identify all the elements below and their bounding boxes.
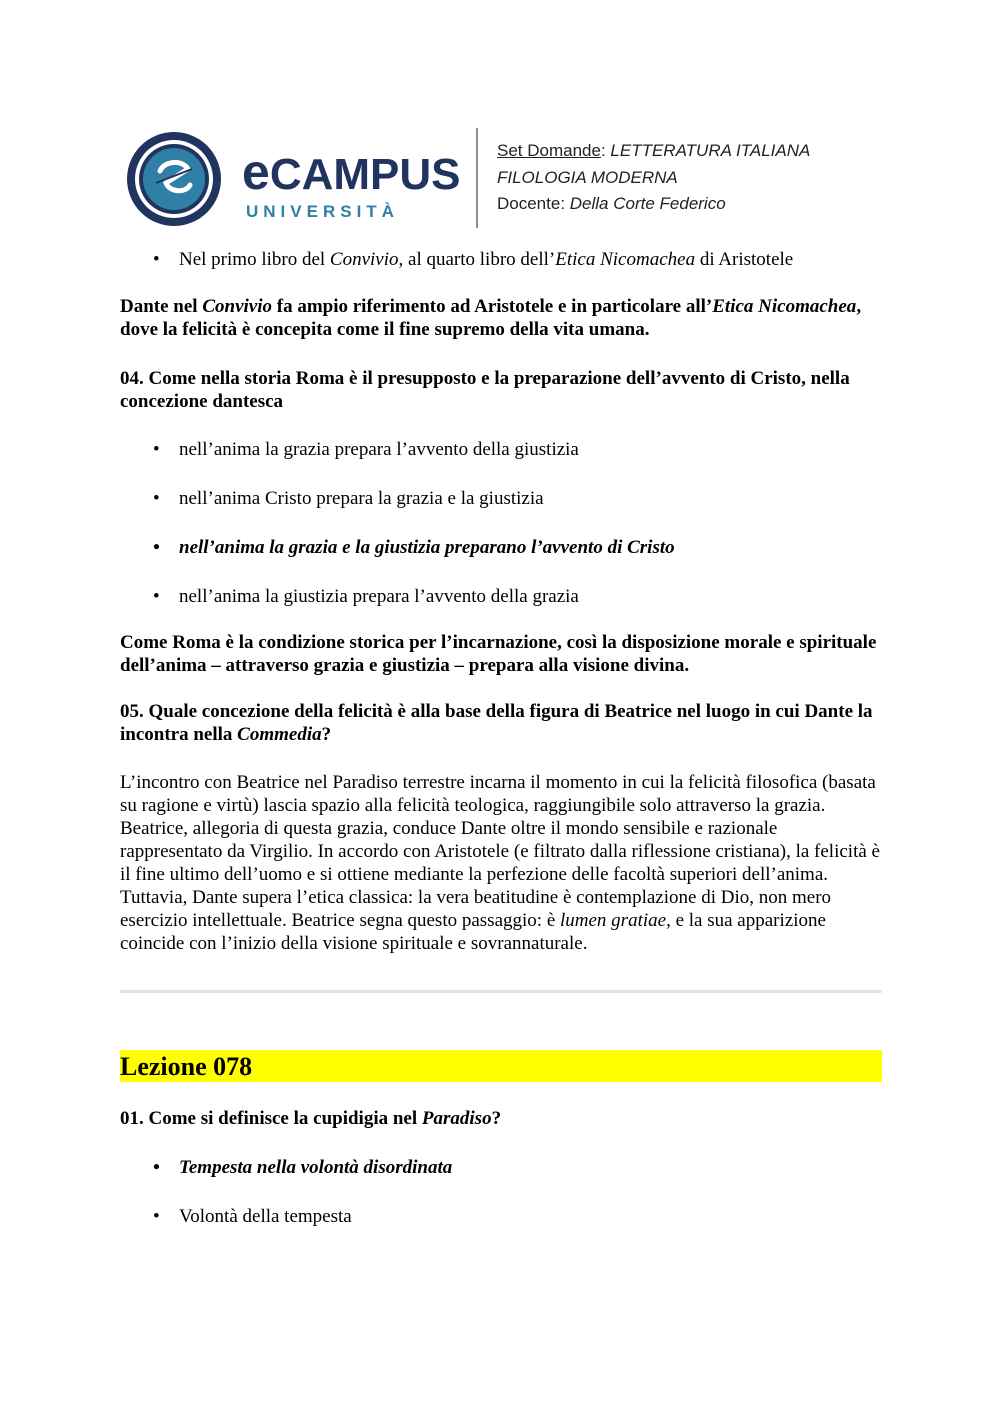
document-header [120, 128, 880, 228]
course-subtitle: FILOLOGIA MODERNA [497, 167, 678, 187]
course-title: LETTERATURA ITALIANA [610, 141, 811, 160]
lesson-heading: Lezione 078 [120, 1050, 882, 1082]
brand-subtitle: UNIVERSITÀ [246, 202, 399, 221]
answer-option: • Nel primo libro del Convivio, al quarto libro dell’Etica Nicomachea di Aristotele [120, 248, 882, 271]
explanation: Dante nel Convivio fa ampio riferimento ad Aristotele e in particolare all’Etica Nicomachea, dove la felicità è concepita come il fine supremo della vita umana. [120, 296, 862, 340]
lesson-078-content [120, 1107, 882, 1228]
teacher-label: Docente: [497, 194, 570, 213]
course-info: Set Domande: LETTERATURA ITALIANA FILOLOGIA MODERNA Docente: Della Corte Federico [497, 141, 811, 213]
brand-e: e [242, 144, 270, 200]
question-04: 04. Come nella storia Roma è il presupposto e la preparazione dell’avvento di Cristo, nella concezione dantesca [120, 368, 850, 412]
answer-paragraph: L’incontro con Beatrice nel Paradiso terrestre incarna il momento in cui la felicità filosofica (basata su ragione e virtù) lascia spazio alla felicità teologica, raggiungibile solo attraverso la grazia. Beatrice, allegoria di questa grazia, conduce Dante oltre il mondo sensibile e razionale rappresentato da Virgilio. In accordo con Aristotele (e filtrato dalla riflessione cristiana), la felicità è il fine ultimo dell’uomo e si ottiene mediante la perfezione delle facoltà superiori dell’anima. Tuttavia, Dante supera l’etica classica: la vera beatitudine è contemplazione di Dio, non mero esercizio intellettuale. Beatrice segna questo passaggio: è lumen gratiae, e la sua apparizione coincide con l’inizio della visione spirituale e sovrannaturale. [120, 772, 880, 954]
answer-option-correct: • Tempesta nella volontà disordinata [120, 1156, 882, 1179]
explanation: Come Roma è la condizione storica per l’incarnazione, così la disposizione morale e spirituale dell’anima – attraverso grazia e giustizia – prepara alla visione divina. [120, 632, 877, 676]
answer-option: • nell’anima la grazia prepara l’avvento della giustizia [120, 438, 882, 461]
ecampus-logo [120, 128, 465, 228]
header-divider [476, 128, 478, 228]
answer-option-correct: • nell’anima la grazia e la giustizia preparano l’avvento di Cristo [120, 536, 882, 559]
brand-name: CAMPUS [269, 150, 461, 199]
question-05: 05. Quale concezione della felicità è alla base della figura di Beatrice nel luogo in cui Dante la incontra nella Commedia? [120, 701, 873, 745]
teacher-name: Della Corte Federico [569, 194, 726, 213]
set-label: Set Domande [497, 141, 601, 160]
answer-option: • nell’anima Cristo prepara la grazia e la giustizia [120, 487, 882, 510]
question-01: 01. Come si definisce la cupidigia nel Paradiso? [120, 1108, 502, 1129]
section-divider [120, 990, 882, 993]
answer-option: • nell’anima la giustizia prepara l’avvento della grazia [120, 585, 882, 608]
questions-content [120, 248, 882, 955]
answer-option: • Volontà della tempesta [120, 1205, 882, 1228]
ecampus-seal-icon [126, 131, 222, 227]
